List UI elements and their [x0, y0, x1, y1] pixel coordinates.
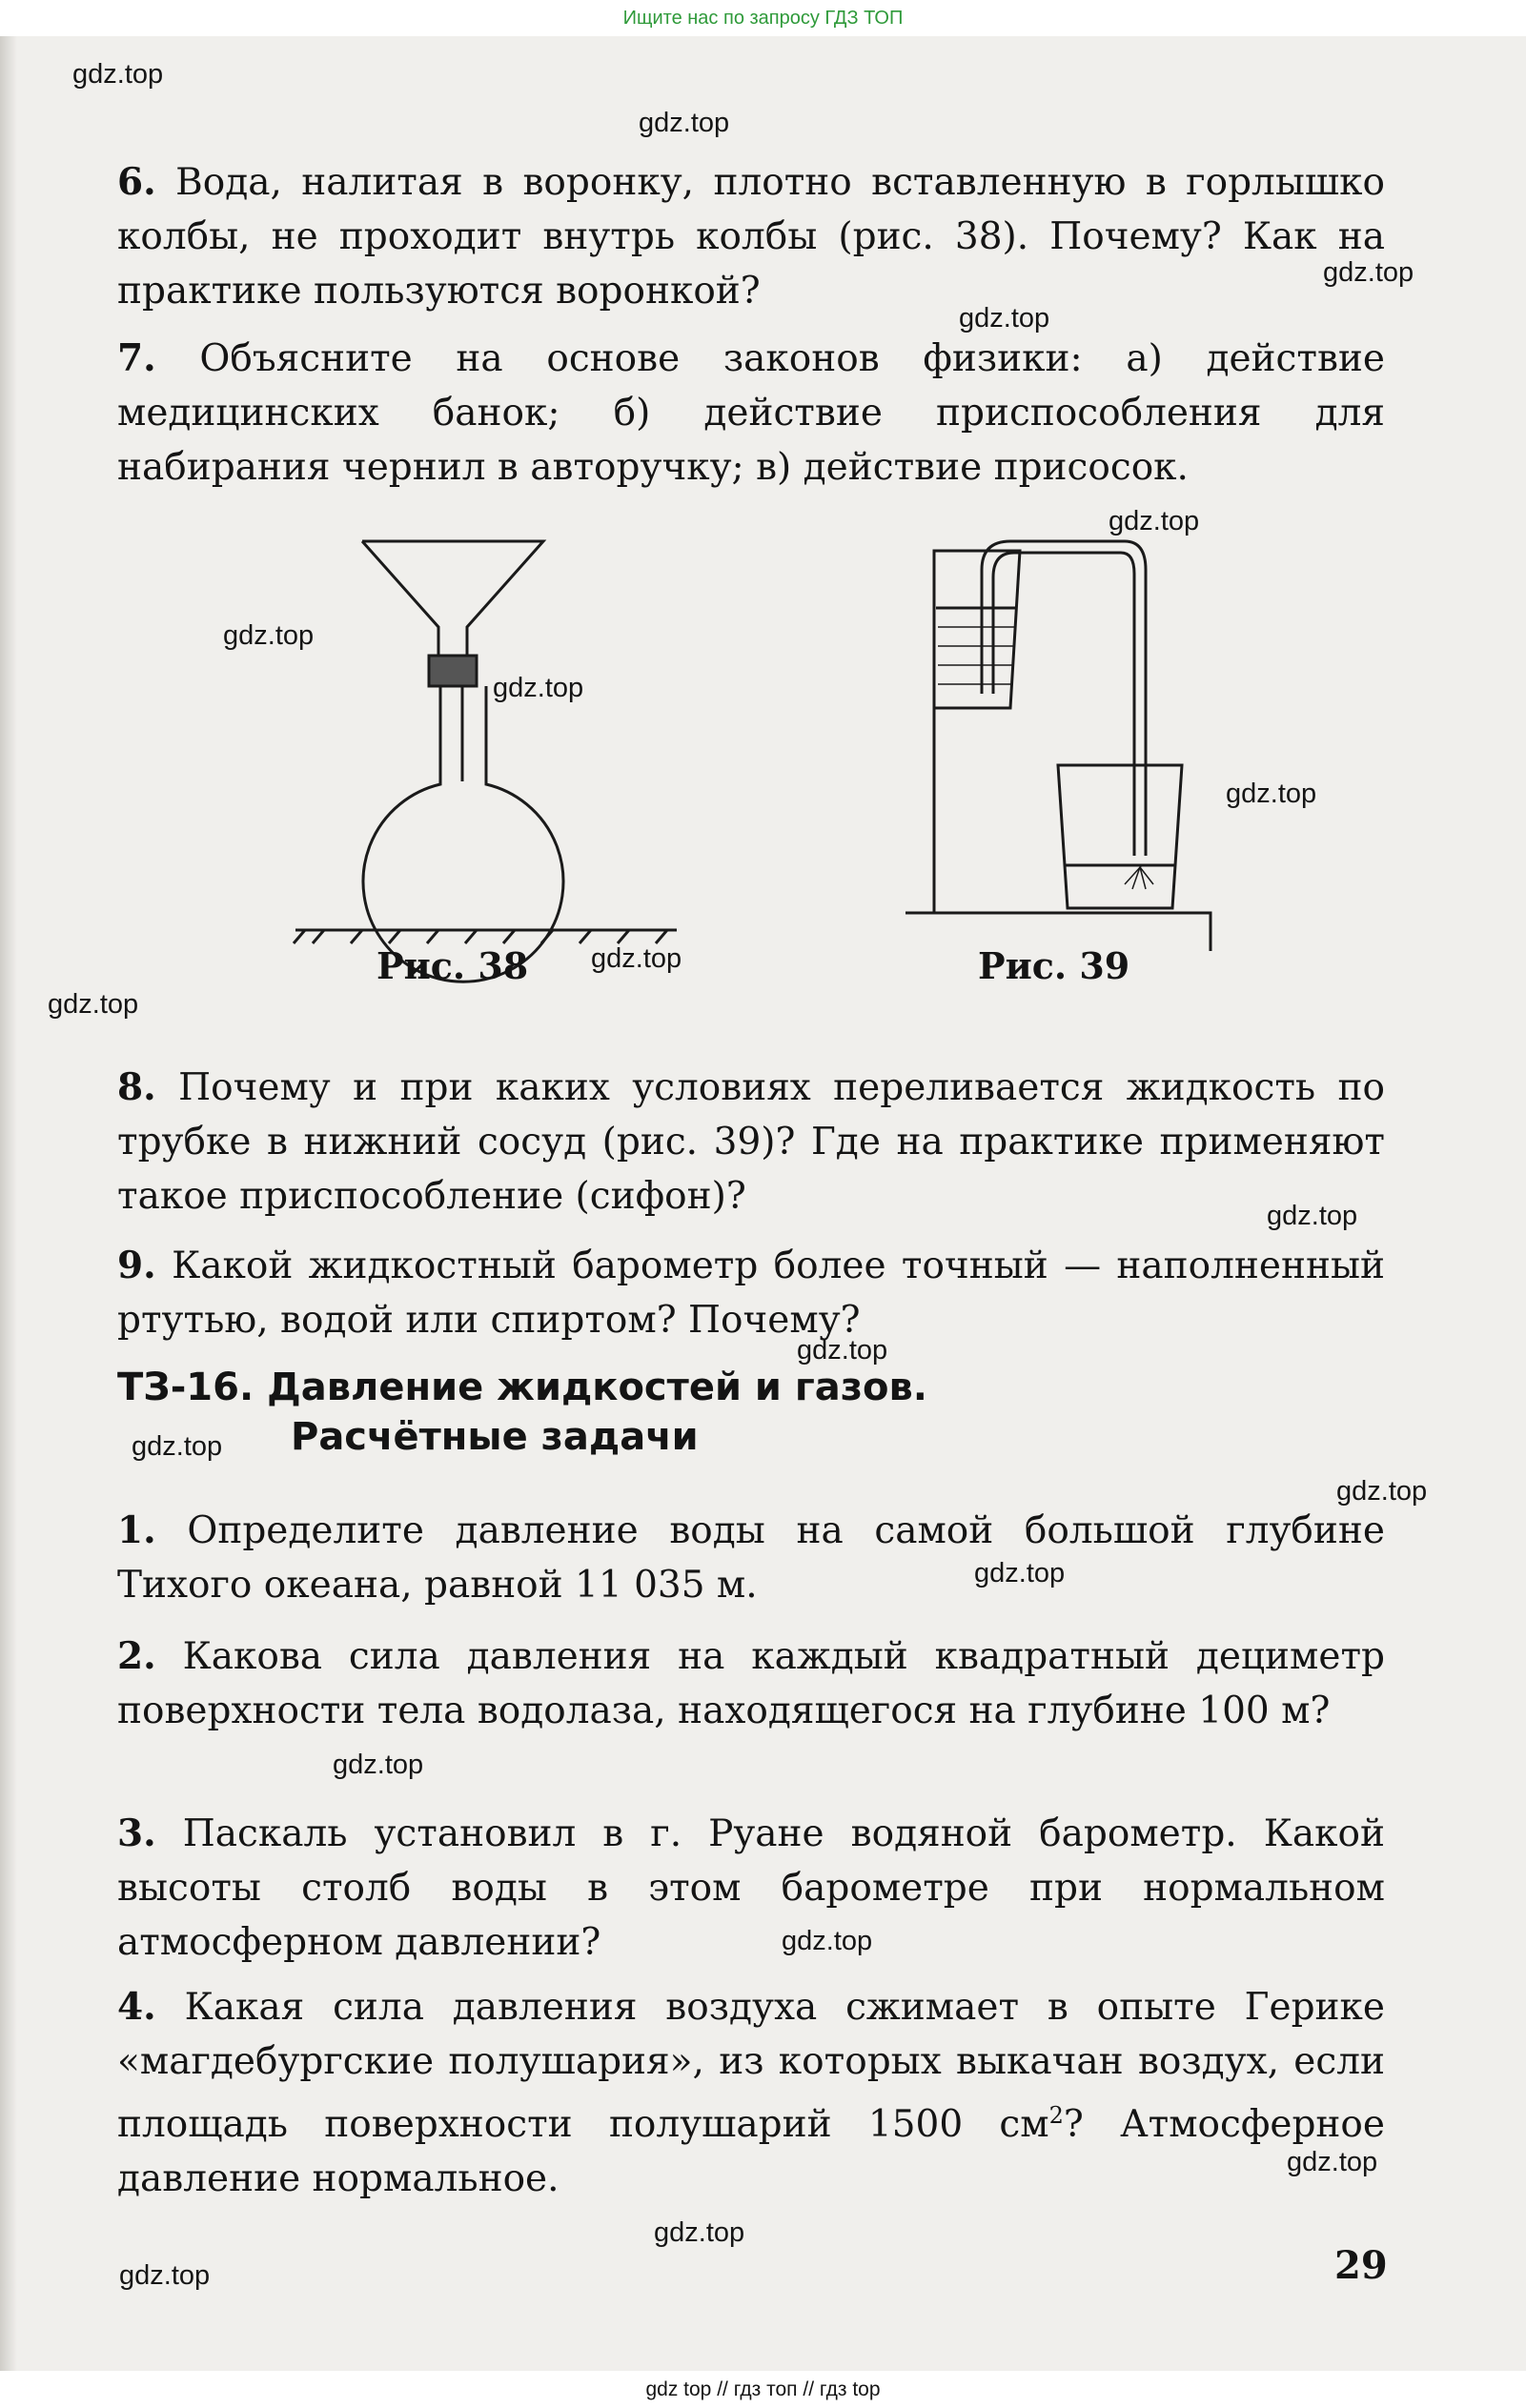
task-2 — [117, 1629, 1385, 1738]
watermark: gdz.top — [974, 1558, 1066, 1588]
watermark: gdz.top — [223, 620, 315, 651]
question-number: 8. — [117, 1065, 156, 1109]
task-1 — [117, 1504, 1385, 1612]
watermark: gdz.top — [333, 1750, 424, 1780]
section-title: ТЗ-16. Давление жидкостей и газов. — [117, 1366, 927, 1409]
watermark: gdz.top — [959, 303, 1050, 334]
watermark: gdz.top — [1109, 506, 1200, 536]
task-text-b: ? Атмосферное давление нормальное. — [117, 2103, 1385, 2200]
watermark: gdz.top — [132, 1431, 223, 1462]
question-number: 9. — [117, 1244, 156, 1287]
watermark: gdz.top — [72, 59, 164, 90]
task-text: Паскаль установил в г. Руане водяной барометр. Какой высоты столб воды в этом барометре при нормальном атмосферном давлении? — [117, 1812, 1385, 1964]
watermark: gdz.top — [1287, 2147, 1378, 2177]
bottom-banner[interactable]: gdz top // гдз топ // гдз top — [645, 2378, 881, 2400]
task-4 — [117, 1980, 1385, 2206]
watermark: gdz.top — [1267, 1201, 1358, 1231]
superscript: 2 — [1048, 2102, 1064, 2129]
watermark: gdz.top — [119, 2260, 211, 2291]
watermark: gdz.top — [1323, 257, 1414, 288]
lower-vessel — [1058, 765, 1182, 908]
stopper — [429, 656, 477, 686]
task-text-a: Какая сила давления воздуха сжимает в опыте Герике «магдебургские полушария», из которых выкачан воздух, если площадь поверхности полушарий 1500 см — [117, 1986, 1385, 2146]
section-heading — [117, 1363, 1385, 1462]
siphon-tube — [982, 541, 1146, 856]
book-page — [0, 36, 1526, 2371]
watermark: gdz.top — [797, 1335, 888, 1366]
section-subtitle: Расчётные задачи — [291, 1415, 699, 1459]
question-text: Почему и при каких условиях переливается жидкость по трубке в нижний сосуд (рис. 39)? Где на практике применяют такое приспособление (сифон)? — [117, 1066, 1385, 1218]
watermark: gdz.top — [782, 1926, 873, 1956]
figure-39-siphon — [896, 532, 1296, 941]
question-6 — [117, 155, 1385, 318]
watermark: gdz.top — [639, 108, 730, 138]
figure-39-caption: Рис. 39 — [978, 944, 1130, 987]
watermark: gdz.top — [493, 673, 584, 703]
watermark: gdz.top — [1226, 779, 1317, 809]
top-banner[interactable]: Ищите нас по запросу ГДЗ ТОП — [622, 8, 904, 29]
question-text: Вода, налитая в воронку, плотно вставленную в горлышко колбы, не проходит внутрь колбы (рис. 38). Почему? Как на практике пользуются воронкой? — [117, 161, 1385, 313]
watermark: gdz.top — [591, 943, 682, 974]
task-number: 4. — [117, 1985, 156, 2029]
question-9 — [117, 1239, 1385, 1347]
question-number: 7. — [117, 336, 156, 380]
base-hatch — [294, 930, 305, 943]
task-number: 1. — [117, 1508, 156, 1552]
watermark: gdz.top — [654, 2217, 745, 2248]
watermark: gdz.top — [1336, 1476, 1428, 1507]
question-8 — [117, 1061, 1385, 1224]
stand — [905, 708, 1211, 951]
question-text: Какой жидкостный барометр более точный — наполненный ртутью, водой или спиртом? Почему? — [117, 1244, 1385, 1342]
task-number: 2. — [117, 1634, 156, 1678]
task-number: 3. — [117, 1811, 156, 1855]
figure-38-caption: Рис. 38 — [376, 944, 529, 987]
page-number: 29 — [1334, 2243, 1388, 2288]
figure-38-flask-funnel — [286, 532, 705, 951]
question-number: 6. — [117, 160, 156, 204]
task-text: Определите давление воды на самой большой глубине Тихого океана, равной 11 035 м. — [117, 1509, 1385, 1607]
funnel — [362, 541, 543, 656]
watermark: gdz.top — [48, 989, 139, 1020]
question-7 — [117, 332, 1385, 495]
question-text: Объясните на основе законов физики: а) действие медицинских банок; б) действие приспособления для набирания чернил в авторучку; в) действие присосок. — [117, 337, 1385, 489]
task-3 — [117, 1807, 1385, 1970]
task-text: Какова сила давления на каждый квадратный дециметр поверхности тела водолаза, находящегося на глубине 100 м? — [117, 1635, 1385, 1732]
